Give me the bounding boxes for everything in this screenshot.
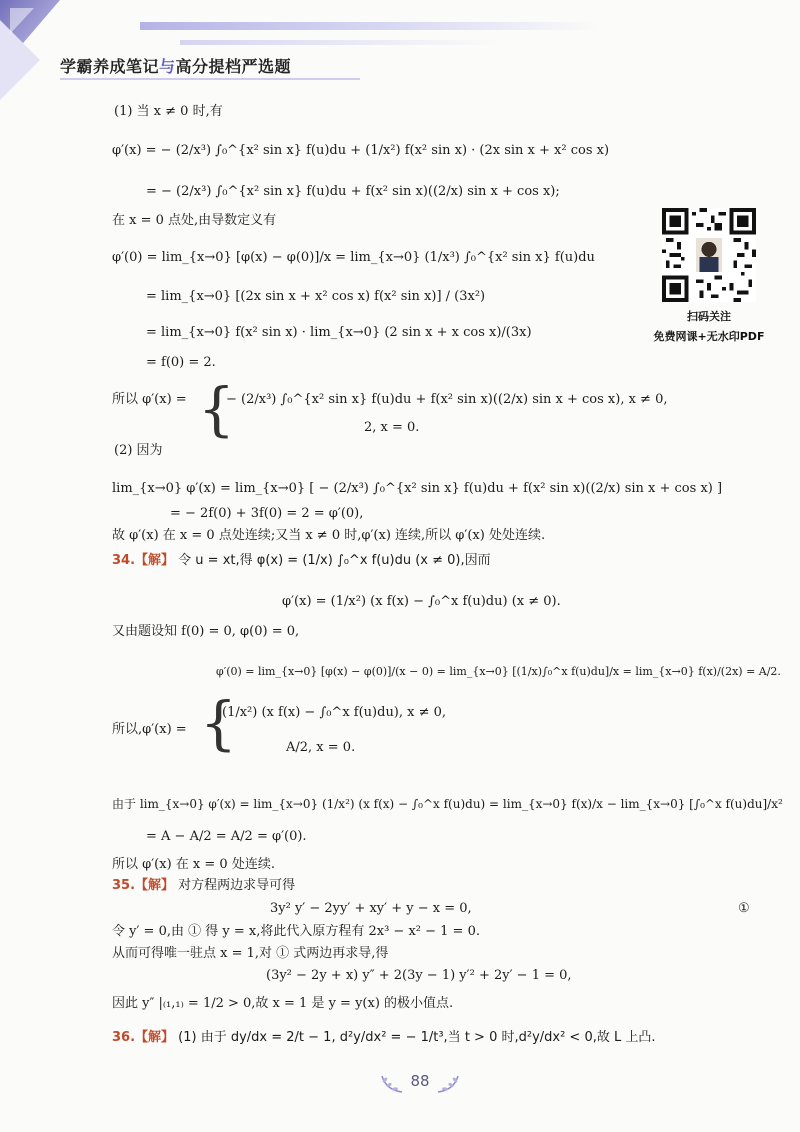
text-line [146, 355, 216, 371]
text-line [270, 901, 472, 917]
line-text: 由于 lim_{x→0} φ′(x) = lim_{x→0} (1/x²) (x f(x) − ∫₀^x f(u)du) = lim_{x→0} f(x)/x − lim_{x→0} [∫₀^x f(u)du]/x² [112, 797, 783, 811]
line-text: A/2, x = 0. [286, 740, 356, 755]
qr-caption-follow: 扫码关注 [687, 310, 731, 323]
text-line [114, 104, 223, 120]
line-text: φ′(x) = (1/x²) (x f(x) − ∫₀^x f(u)du) (x ≠ 0). [282, 594, 561, 609]
text-line [112, 946, 388, 962]
line-text: = f(0) = 2. [146, 355, 216, 370]
line-text: 又由题设知 f(0) = 0, φ(0) = 0, [112, 624, 300, 639]
line-text: φ′(0) = lim_{x→0} [φ(x) − φ(0)]/x = lim_{x→0} (1/x³) ∫₀^{x² sin x} f(u)du [112, 250, 595, 265]
header-title-part1: 学霸养成笔记 [60, 57, 160, 76]
line-text: 所以,φ′(x) = [112, 722, 187, 737]
text-line [146, 289, 485, 305]
problem-heading-line [112, 553, 491, 569]
header-accent-bar [140, 22, 600, 30]
line-text: 所以 φ′(x) = [112, 392, 187, 407]
line-text: φ′(0) = lim_{x→0} [φ(x) − φ(0)]/(x − 0) = lim_{x→0} [(1/x)∫₀^x f(u)du]/x = lim_{x→0} f(x)/(2x) = A/2. [216, 665, 781, 678]
text-line [282, 594, 561, 610]
line-text: = A − A/2 = A/2 = φ′(0). [146, 829, 307, 844]
text-line [112, 624, 299, 640]
line-text: 在 x = 0 点处,由导数定义有 [112, 213, 277, 228]
problem-number-tag: 36.【解】 [112, 1030, 175, 1045]
line-text: 从而可得唯一驻点 x = 1,对 ① 式两边再求导,得 [112, 946, 389, 961]
line-text: (3y² − 2y + x) y″ + 2(3y − 1) y′² + 2y′ − 1 = 0, [266, 968, 572, 983]
text-line [146, 325, 532, 341]
line-text: (1) 由于 dy/dx = 2/t − 1, d²y/dx² = − 1/t³,当 t > 0 时,d²y/dx² < 0,故 L 上凸. [178, 1030, 656, 1045]
text-line [286, 740, 355, 756]
line-text: 因此 y″ |₍₁,₁₎ = 1/2 > 0,故 x = 1 是 y = y(x) 的极小值点. [112, 996, 454, 1011]
corner-decoration [0, 0, 72, 100]
qr-code[interactable] [662, 208, 756, 302]
text-line [112, 722, 187, 738]
text-line [216, 664, 781, 680]
text-line [112, 924, 480, 940]
line-text: = − (2/x³) ∫₀^{x² sin x} f(u)du + f(x² sin x)((2/x) sin x + cos x); [146, 184, 560, 199]
text-line [112, 528, 545, 544]
header-underline [60, 78, 360, 80]
text-line [114, 443, 163, 459]
header-title-accent: 与 [159, 57, 176, 76]
line-text: (1/x²) (x f(x) − ∫₀^x f(u)du), x ≠ 0, [222, 705, 447, 720]
line-text: − (2/x³) ∫₀^{x² sin x} f(u)du + f(x² sin x)((2/x) sin x + cos x), x ≠ 0, [226, 392, 668, 407]
line-text: 令 y′ = 0,由 ① 得 y = x,将此代入原方程有 2x³ − x² − 1 = 0. [112, 924, 480, 939]
line-text: = − 2f(0) + 3f(0) = 2 = φ′(0), [170, 506, 364, 521]
line-text: (2) 因为 [114, 443, 163, 458]
line-text: φ′(x) = − (2/x³) ∫₀^{x² sin x} f(u)du + (1/x²) f(x² sin x) · (2x sin x + x² cos x) [112, 143, 610, 158]
text-line [112, 857, 275, 873]
line-text: lim_{x→0} φ′(x) = lim_{x→0} [ − (2/x³) ∫₀^{x² sin x} f(u)du + f(x² sin x)((2/x) sin x + cos x) ] [112, 481, 723, 496]
problem-number-tag: 35.【解】 [112, 878, 175, 893]
text-line [112, 996, 453, 1012]
piecewise-brace-2: { [200, 689, 237, 757]
text-line [226, 392, 668, 408]
text-line [738, 901, 750, 917]
laurel-right-icon [436, 1072, 462, 1094]
text-line [364, 420, 419, 436]
piecewise-brace-1: { [198, 375, 235, 443]
problem-heading-line [112, 1030, 656, 1046]
line-text: 对方程两边求导可得 [178, 878, 296, 893]
text-line [112, 481, 722, 497]
line-text: 所以 φ′(x) 在 x = 0 处连续. [112, 857, 275, 872]
text-line [112, 796, 783, 812]
text-line [146, 184, 560, 200]
text-line [112, 213, 276, 229]
line-text: = lim_{x→0} [(2x sin x + x² cos x) f(x² sin x)] / (3x²) [146, 289, 486, 304]
text-line [222, 705, 446, 721]
line-text: ① [738, 901, 750, 916]
line-text: (1) 当 x ≠ 0 时,有 [114, 104, 223, 119]
text-line [146, 829, 307, 845]
problem-number-tag: 34.【解】 [112, 553, 175, 568]
header-accent-bar-2 [180, 40, 500, 45]
line-text: 2, x = 0. [364, 420, 420, 435]
text-line [266, 968, 572, 984]
text-line [112, 392, 187, 408]
running-header [60, 54, 291, 77]
text-line [112, 143, 609, 159]
text-line [170, 506, 363, 522]
line-text: 3y² y′ − 2yy′ + xy′ + y − x = 0, [270, 901, 472, 916]
line-text: 故 φ′(x) 在 x = 0 点处连续;又当 x ≠ 0 时,φ′(x) 连续,所以 φ′(x) 处处连续. [112, 528, 546, 543]
page-number: 88 [410, 1072, 430, 1090]
line-text: 令 u = xt,得 φ(x) = (1/x) ∫₀^x f(u)du (x ≠ 0),因而 [178, 553, 491, 568]
line-text: = lim_{x→0} f(x² sin x) · lim_{x→0} (2 sin x + x cos x)/(3x) [146, 325, 532, 340]
text-line [112, 250, 595, 266]
header-title-part2: 高分提档严选题 [175, 57, 292, 76]
qr-caption-free-course: 免费网课+无水印PDF [653, 330, 765, 343]
problem-heading-line [112, 878, 295, 894]
